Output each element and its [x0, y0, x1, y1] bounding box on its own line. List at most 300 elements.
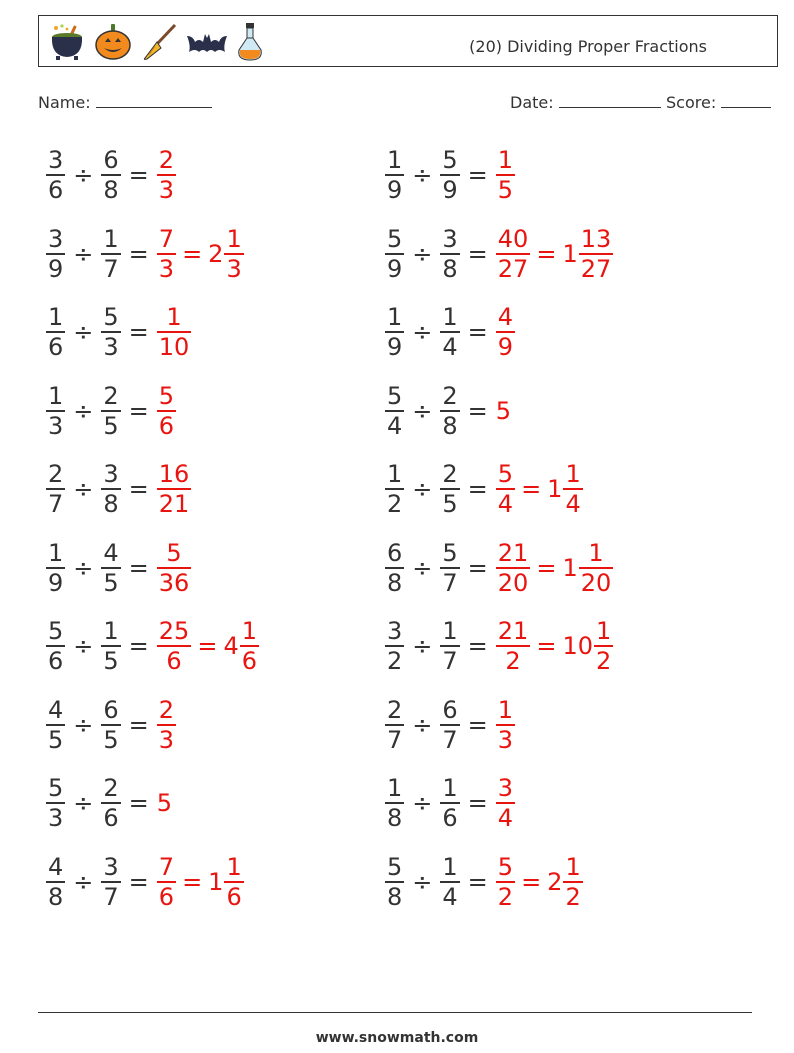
- divide-sign: ÷: [73, 475, 94, 503]
- divide-sign: ÷: [73, 239, 94, 268]
- equals-sign: =: [536, 632, 557, 660]
- numerator: 1: [226, 224, 242, 253]
- name-field: [38, 93, 212, 112]
- equals-sign: =: [128, 161, 149, 189]
- equals-sign: =: [467, 632, 488, 660]
- numerator: 2: [103, 774, 119, 802]
- numerator: 3: [48, 146, 64, 174]
- equals-sign: =: [197, 632, 218, 660]
- mixed-fraction: [224, 225, 243, 283]
- mixed-whole: 1: [547, 475, 563, 503]
- numerator: 1: [442, 852, 458, 881]
- denominator: 2: [565, 882, 581, 911]
- answer-fraction: [157, 146, 176, 204]
- problem-row: [385, 299, 515, 365]
- denominator: 5: [103, 411, 119, 440]
- dividend-fraction: [385, 539, 404, 597]
- problem-row: [385, 142, 515, 208]
- denominator: 8: [387, 804, 403, 832]
- answer: [157, 696, 176, 754]
- numerator: 1: [442, 303, 458, 331]
- denominator: 6: [103, 804, 119, 832]
- answer: [157, 789, 172, 817]
- numerator: 1: [565, 852, 581, 881]
- equals-sign: =: [467, 553, 488, 582]
- problem-row: [385, 692, 515, 758]
- numerator: 25: [158, 617, 190, 645]
- denominator: 3: [497, 725, 514, 754]
- denominator: 9: [387, 176, 403, 204]
- numerator: 5: [103, 303, 119, 331]
- divisor-fraction: [440, 774, 459, 832]
- numerator: 5: [497, 852, 514, 881]
- worksheet-header: [38, 15, 778, 67]
- denominator: 3: [48, 411, 64, 440]
- denominator: 9: [497, 333, 514, 361]
- denominator: 2: [497, 882, 514, 911]
- dividend-fraction: [46, 382, 65, 440]
- divisor-fraction: [101, 225, 120, 283]
- answer: [157, 539, 192, 597]
- numerator: 4: [497, 303, 514, 331]
- numerator: 1: [387, 146, 403, 174]
- denominator: 3: [158, 725, 175, 754]
- divide-sign: ÷: [412, 161, 433, 189]
- numerator: 1: [241, 617, 257, 645]
- denominator: 2: [387, 490, 403, 518]
- numerator: 6: [103, 695, 119, 724]
- equals-sign: =: [467, 867, 488, 896]
- numerator: 5: [158, 381, 175, 410]
- equals-sign: =: [182, 239, 203, 268]
- denominator: 7: [442, 568, 458, 597]
- dividend-fraction: [385, 853, 404, 911]
- divide-sign: ÷: [412, 318, 433, 346]
- mixed-whole: 1: [562, 553, 578, 582]
- denominator: 7: [103, 882, 119, 911]
- answer-fraction: [157, 539, 192, 597]
- pumpkin-icon: [93, 22, 133, 62]
- dividend-fraction: [385, 382, 404, 440]
- divide-sign: ÷: [73, 318, 94, 346]
- numerator: 5: [48, 617, 64, 645]
- denominator: 21: [158, 490, 190, 518]
- numerator: 1: [166, 303, 182, 331]
- answer-fraction: [496, 460, 515, 518]
- denominator: 4: [442, 333, 458, 361]
- mixed-fraction: [579, 539, 614, 597]
- mixed-fraction: [563, 853, 582, 911]
- denominator: 8: [387, 568, 403, 597]
- denominator: 6: [158, 411, 175, 440]
- denominator: 8: [103, 176, 119, 204]
- answer-fraction: [157, 382, 176, 440]
- denominator: 4: [497, 804, 514, 832]
- divisor-fraction: [440, 460, 459, 518]
- denominator: 5: [497, 176, 514, 204]
- problem-row: [46, 456, 191, 522]
- answer: [496, 696, 515, 754]
- denominator: 8: [48, 882, 64, 911]
- denominator: 10: [158, 333, 190, 361]
- answer: [157, 853, 244, 911]
- mixed-fraction: [224, 853, 243, 911]
- numerator: 1: [103, 224, 119, 253]
- mixed-whole: 1: [562, 239, 578, 268]
- equals-sign: =: [128, 789, 149, 817]
- denominator: 6: [48, 176, 64, 204]
- numerator: 5: [387, 224, 403, 253]
- problem-row: [385, 378, 511, 444]
- denominator: 6: [158, 882, 175, 911]
- answer: [496, 225, 613, 283]
- denominator: 6: [48, 333, 64, 361]
- numerator: 2: [442, 460, 458, 488]
- equals-sign: =: [467, 475, 488, 503]
- score-label: Score:: [666, 93, 717, 112]
- numerator: 3: [497, 774, 514, 802]
- answer-fraction: [496, 225, 531, 283]
- divisor-fraction: [101, 774, 120, 832]
- answer-fraction: [157, 225, 176, 283]
- answer: [157, 617, 259, 675]
- numerator: 2: [442, 381, 458, 410]
- numerator: 6: [442, 695, 458, 724]
- divide-sign: ÷: [412, 396, 433, 425]
- numerator: 2: [103, 381, 119, 410]
- problem-row: [385, 849, 583, 915]
- numerator: 1: [387, 460, 403, 488]
- denominator: 6: [241, 647, 257, 675]
- divide-sign: ÷: [412, 475, 433, 503]
- answer-whole: 5: [156, 789, 173, 817]
- numerator: 2: [48, 460, 64, 488]
- mixed-whole: 1: [208, 867, 224, 896]
- equals-sign: =: [521, 867, 542, 896]
- cauldron-icon: [47, 22, 87, 62]
- numerator: 2: [387, 695, 403, 724]
- divide-sign: ÷: [73, 632, 94, 660]
- dividend-fraction: [46, 303, 65, 361]
- numerator: 1: [442, 617, 458, 645]
- footer-divider: [38, 1012, 752, 1013]
- divisor-fraction: [101, 853, 120, 911]
- numerator: 5: [442, 538, 458, 567]
- denominator: 36: [158, 568, 190, 597]
- divisor-fraction: [101, 460, 120, 518]
- problem-row: [385, 535, 613, 601]
- numerator: 5: [387, 381, 403, 410]
- divisor-fraction: [440, 225, 459, 283]
- dividend-fraction: [46, 617, 65, 675]
- date-field: [510, 93, 661, 112]
- divisor-fraction: [440, 617, 459, 675]
- denominator: 7: [442, 647, 458, 675]
- date-blank[interactable]: [559, 93, 661, 108]
- numerator: 5: [387, 852, 403, 881]
- equals-sign: =: [128, 239, 149, 268]
- denominator: 3: [226, 254, 242, 283]
- denominator: 3: [158, 254, 175, 283]
- divisor-fraction: [101, 539, 120, 597]
- numerator: 3: [387, 617, 403, 645]
- denominator: 9: [442, 176, 458, 204]
- denominator: 4: [442, 882, 458, 911]
- denominator: 5: [48, 725, 64, 754]
- dividend-fraction: [46, 460, 65, 518]
- divisor-fraction: [101, 303, 120, 361]
- denominator: 2: [595, 647, 612, 675]
- answer-fraction: [157, 460, 192, 518]
- dividend-fraction: [385, 460, 404, 518]
- equals-sign: =: [521, 475, 542, 503]
- answer-fraction: [157, 617, 192, 675]
- denominator: 3: [158, 176, 175, 204]
- numerator: 1: [595, 617, 612, 645]
- dividend-fraction: [46, 146, 65, 204]
- dividend-fraction: [46, 774, 65, 832]
- answer: [157, 146, 176, 204]
- date-label: Date:: [510, 93, 554, 112]
- answer: [496, 774, 515, 832]
- problem-row: [385, 770, 515, 836]
- denominator: 6: [48, 647, 64, 675]
- numerator: 4: [103, 538, 119, 567]
- answer-fraction: [496, 146, 515, 204]
- denominator: 27: [580, 254, 612, 283]
- mixed-whole: 2: [208, 239, 224, 268]
- numerator: 1: [103, 617, 119, 645]
- denominator: 7: [48, 490, 64, 518]
- numerator: 1: [48, 538, 64, 567]
- problem-row: [46, 849, 244, 915]
- answer: [496, 397, 511, 425]
- divide-sign: ÷: [412, 867, 433, 896]
- problem-row: [46, 692, 176, 758]
- denominator: 20: [580, 568, 612, 597]
- equals-sign: =: [128, 318, 149, 346]
- numerator: 2: [158, 695, 175, 724]
- denominator: 4: [565, 490, 581, 518]
- divisor-fraction: [101, 617, 120, 675]
- answer-whole: 5: [495, 396, 512, 425]
- problem-row: [46, 378, 176, 444]
- denominator: 2: [505, 647, 521, 675]
- numerator: 3: [48, 224, 64, 253]
- numerator: 21: [497, 538, 529, 567]
- answer: [157, 382, 176, 440]
- problem-row: [46, 535, 191, 601]
- answer-fraction: [496, 303, 515, 361]
- answer: [496, 853, 583, 911]
- answer-fraction: [157, 853, 176, 911]
- score-field: [666, 93, 771, 112]
- equals-sign: =: [467, 161, 488, 189]
- answer: [496, 617, 613, 675]
- answer: [496, 460, 583, 518]
- denominator: 4: [387, 411, 403, 440]
- dividend-fraction: [385, 303, 404, 361]
- problem-row: [46, 221, 244, 287]
- answer: [157, 303, 192, 361]
- dividend-fraction: [46, 853, 65, 911]
- numerator: 16: [158, 460, 190, 488]
- divide-sign: ÷: [412, 789, 433, 817]
- denominator: 9: [48, 254, 64, 283]
- numerator: 1: [497, 695, 514, 724]
- numerator: 1: [442, 774, 458, 802]
- name-label: Name:: [38, 93, 91, 112]
- problem-row: [385, 221, 613, 287]
- numerator: 1: [48, 381, 64, 410]
- equals-sign: =: [467, 396, 488, 425]
- equals-sign: =: [467, 710, 488, 739]
- problem-row: [385, 613, 613, 679]
- answer-fraction: [496, 617, 531, 675]
- numerator: 40: [497, 224, 529, 253]
- numerator: 1: [387, 774, 403, 802]
- dividend-fraction: [385, 696, 404, 754]
- denominator: 8: [103, 490, 119, 518]
- answer-fraction: [496, 539, 531, 597]
- answer: [496, 539, 613, 597]
- denominator: 8: [442, 254, 458, 283]
- score-blank[interactable]: [721, 93, 771, 108]
- equals-sign: =: [128, 632, 149, 660]
- numerator: 6: [103, 146, 119, 174]
- denominator: 6: [226, 882, 242, 911]
- numerator: 7: [158, 224, 175, 253]
- numerator: 1: [565, 460, 581, 488]
- divide-sign: ÷: [73, 867, 94, 896]
- divide-sign: ÷: [73, 161, 94, 189]
- mixed-whole: 2: [547, 867, 563, 896]
- problem-row: [46, 613, 259, 679]
- answer-fraction: [496, 853, 515, 911]
- denominator: 7: [103, 254, 119, 283]
- numerator: 7: [158, 852, 175, 881]
- divide-sign: ÷: [412, 553, 433, 582]
- denominator: 20: [497, 568, 529, 597]
- potion-icon: [235, 22, 265, 62]
- divide-sign: ÷: [73, 710, 94, 739]
- divisor-fraction: [440, 382, 459, 440]
- equals-sign: =: [128, 396, 149, 425]
- numerator: 1: [387, 303, 403, 331]
- bat-icon: [185, 22, 229, 62]
- denominator: 5: [103, 568, 119, 597]
- equals-sign: =: [467, 239, 488, 268]
- mixed-fraction: [563, 460, 582, 518]
- numerator: 5: [442, 146, 458, 174]
- denominator: 9: [48, 568, 64, 597]
- denominator: 7: [442, 725, 458, 754]
- equals-sign: =: [128, 553, 149, 582]
- denominator: 5: [442, 490, 458, 518]
- problem-row: [46, 142, 176, 208]
- mixed-whole: 4: [223, 632, 239, 660]
- denominator: 5: [103, 647, 119, 675]
- footer-url: www.snowmath.com: [315, 1030, 479, 1046]
- numerator: 5: [48, 774, 64, 802]
- denominator: 8: [387, 882, 403, 911]
- answer: [157, 225, 244, 283]
- answer: [496, 146, 515, 204]
- numerator: 4: [48, 695, 64, 724]
- denominator: 7: [387, 725, 403, 754]
- denominator: 9: [387, 333, 403, 361]
- equals-sign: =: [128, 710, 149, 739]
- answer-fraction: [496, 774, 515, 832]
- equals-sign: =: [128, 867, 149, 896]
- divisor-fraction: [440, 853, 459, 911]
- equals-sign: =: [536, 553, 557, 582]
- divisor-fraction: [101, 382, 120, 440]
- denominator: 27: [497, 254, 529, 283]
- denominator: 6: [166, 647, 182, 675]
- divide-sign: ÷: [73, 553, 94, 582]
- divide-sign: ÷: [73, 396, 94, 425]
- denominator: 6: [442, 804, 458, 832]
- problem-row: [46, 770, 172, 836]
- denominator: 3: [103, 333, 119, 361]
- numerator: 5: [166, 538, 182, 567]
- denominator: 8: [442, 411, 458, 440]
- divide-sign: ÷: [73, 789, 94, 817]
- divisor-fraction: [101, 146, 120, 204]
- equals-sign: =: [128, 475, 149, 503]
- denominator: 2: [387, 647, 403, 675]
- mixed-fraction: [594, 617, 613, 675]
- dividend-fraction: [385, 774, 404, 832]
- numerator: 13: [580, 224, 612, 253]
- broom-icon: [139, 22, 179, 62]
- divisor-fraction: [440, 146, 459, 204]
- dividend-fraction: [46, 539, 65, 597]
- numerator: 1: [497, 146, 514, 174]
- numerator: 21: [497, 617, 529, 645]
- denominator: 3: [48, 804, 64, 832]
- dividend-fraction: [385, 225, 404, 283]
- mixed-fraction: [240, 617, 259, 675]
- answer: [496, 303, 515, 361]
- page-title: (20) Dividing Proper Fractions: [469, 37, 707, 56]
- divide-sign: ÷: [412, 239, 433, 268]
- divisor-fraction: [101, 696, 120, 754]
- numerator: 4: [48, 852, 64, 881]
- mixed-fraction: [579, 225, 614, 283]
- mixed-whole: 10: [562, 632, 593, 660]
- answer-fraction: [157, 696, 176, 754]
- halloween-icons: [47, 22, 265, 62]
- numerator: 5: [497, 460, 514, 488]
- name-blank[interactable]: [96, 93, 212, 108]
- numerator: 2: [158, 146, 175, 174]
- divisor-fraction: [440, 303, 459, 361]
- equals-sign: =: [467, 318, 488, 346]
- numerator: 3: [103, 852, 119, 881]
- answer-fraction: [496, 696, 515, 754]
- divisor-fraction: [440, 539, 459, 597]
- numerator: 3: [442, 224, 458, 253]
- denominator: 9: [387, 254, 403, 283]
- equals-sign: =: [467, 789, 488, 817]
- divisor-fraction: [440, 696, 459, 754]
- divide-sign: ÷: [412, 710, 433, 739]
- dividend-fraction: [46, 696, 65, 754]
- dividend-fraction: [46, 225, 65, 283]
- numerator: 1: [48, 303, 64, 331]
